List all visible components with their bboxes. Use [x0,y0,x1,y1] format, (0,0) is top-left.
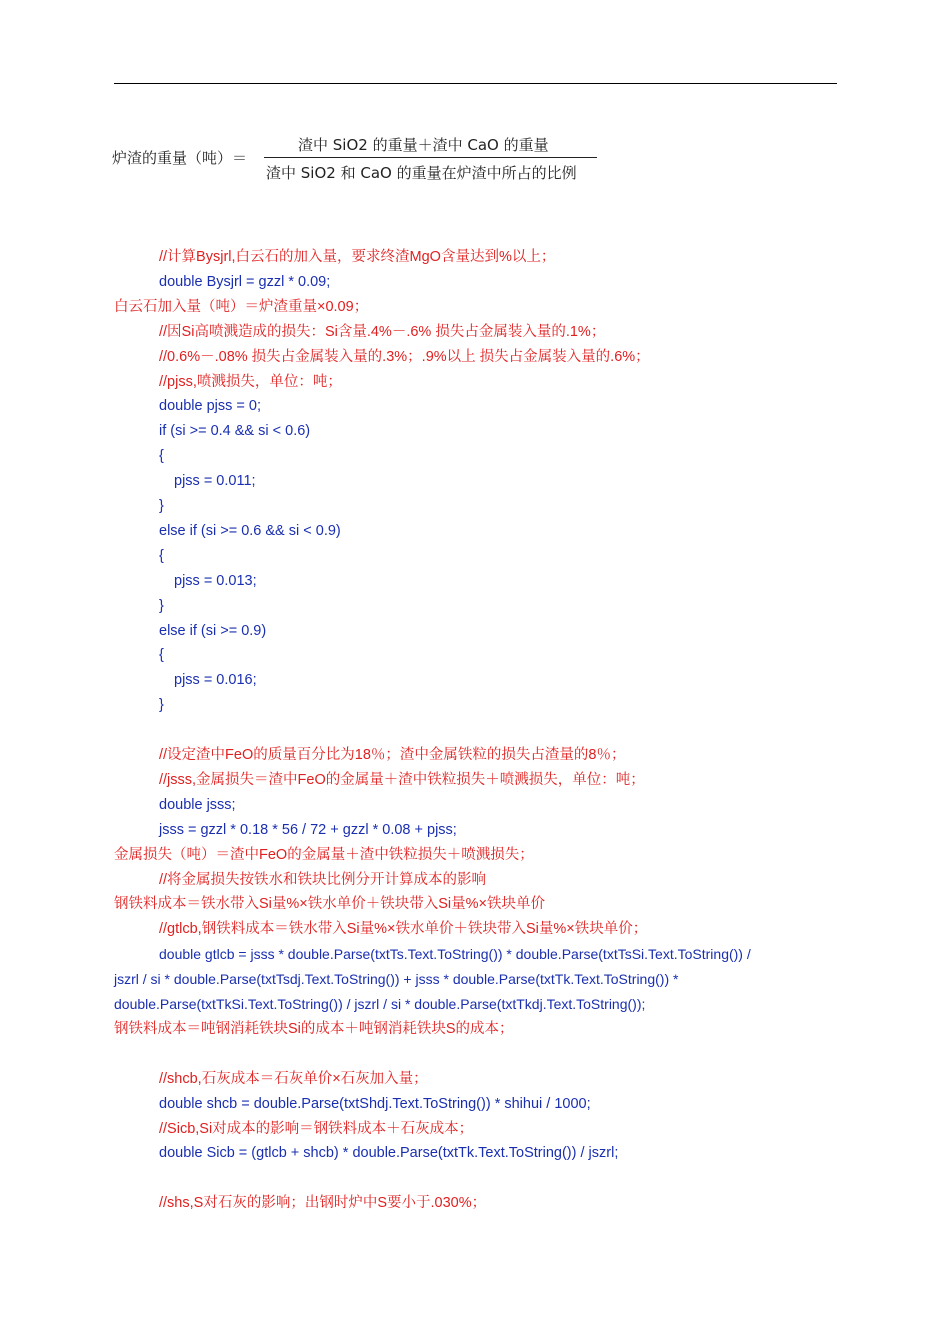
code-line: } [159,598,164,614]
code-line: 钢铁料成本＝吨钢消耗铁块Si的成本＋吨钢消耗铁块S的成本； [114,1021,514,1037]
code-line: { [159,448,164,464]
code-line: double.Parse(txtTkSi.Text.ToString()) / jszrl / si * double.Parse(txtTkdj.Text.ToString()); [114,996,646,1012]
code-line: //计算Bysjrl,白云石的加入量，要求终渣MgO含量达到%以上； [159,249,556,265]
code-line: { [159,647,164,663]
code-line: if (si >= 0.4 && si < 0.6) [159,423,311,439]
code-line: 金属损失（吨）＝渣中FeO的金属量＋渣中铁粒损失＋喷溅损失； [114,847,534,863]
code-line: //Sicb,Si对成本的影响＝钢铁料成本＋石灰成本； [159,1121,474,1137]
code-line: double pjss = 0; [159,398,261,414]
code-line: pjss = 0.016; [174,672,257,688]
code-line: double shcb = double.Parse(txtShdj.Text.ToString()) * shihui / 1000; [159,1096,591,1112]
code-line: else if (si >= 0.6 && si < 0.9) [159,523,341,539]
formula-lhs: 炉渣的重量（吨）＝ [112,149,248,167]
code-line: //设定渣中FeO的质量百分比为18％；渣中金属铁粒的损失占渣量的8％； [159,747,626,763]
code-line: double Bysjrl = gzzl * 0.09; [159,274,331,290]
code-line: //gtlcb,钢铁料成本＝铁水带入Si量%×铁水单价＋铁块带入Si量%×铁块单价； [159,921,648,937]
code-line: { [159,548,164,564]
code-line: //shcb,石灰成本＝石灰单价×石灰加入量； [159,1071,428,1087]
code-line: 白云石加入量（吨）＝炉渣重量×0.09； [114,299,369,315]
code-line: //pjss,喷溅损失，单位：吨； [159,374,342,390]
code-line: //jsss,金属损失＝渣中FeO的金属量＋渣中铁粒损失＋喷溅损失，单位：吨； [159,772,645,788]
code-line: //0.6%－.08% 损失占金属装入量的.3%；.9%以上 损失占金属装入量的.6%； [159,349,650,365]
code-line: } [159,498,164,514]
code-line: pjss = 0.013; [174,573,257,589]
code-line: //将金属损失按铁水和铁块比例分开计算成本的影响 [159,872,487,888]
code-line: jsss = gzzl * 0.18 * 56 / 72 + gzzl * 0.08 + pjss; [159,822,457,838]
code-line: else if (si >= 0.9) [159,623,267,639]
formula-numerator: 渣中 SiO2 的重量＋渣中 CaO 的重量 [298,136,549,154]
code-line: 钢铁料成本＝铁水带入Si量%×铁水单价＋铁块带入Si量%×铁块单价 [114,896,546,912]
code-line: pjss = 0.011; [174,473,256,489]
code-line: double gtlcb = jsss * double.Parse(txtTs.Text.ToString()) * double.Parse(txtTsSi.Text.ToString()) / [159,946,751,962]
code-line: double jsss; [159,797,236,813]
code-line: double Sicb = (gtlcb + shcb) * double.Parse(txtTk.Text.ToString()) / jszrl; [159,1145,619,1161]
formula-denominator: 渣中 SiO2 和 CaO 的重量在炉渣中所占的比例 [266,164,577,182]
code-line: } [159,697,164,713]
code-line: //shs,S对石灰的影响；出钢时炉中S要小于.030%； [159,1195,487,1211]
code-line: jszrl / si * double.Parse(txtTsdj.Text.ToString()) + jsss * double.Parse(txtTk.Text.ToString()) * [114,971,679,987]
code-line: //因Si高喷溅造成的损失：Si含量.4%－.6% 损失占金属装入量的.1%； [159,324,606,340]
